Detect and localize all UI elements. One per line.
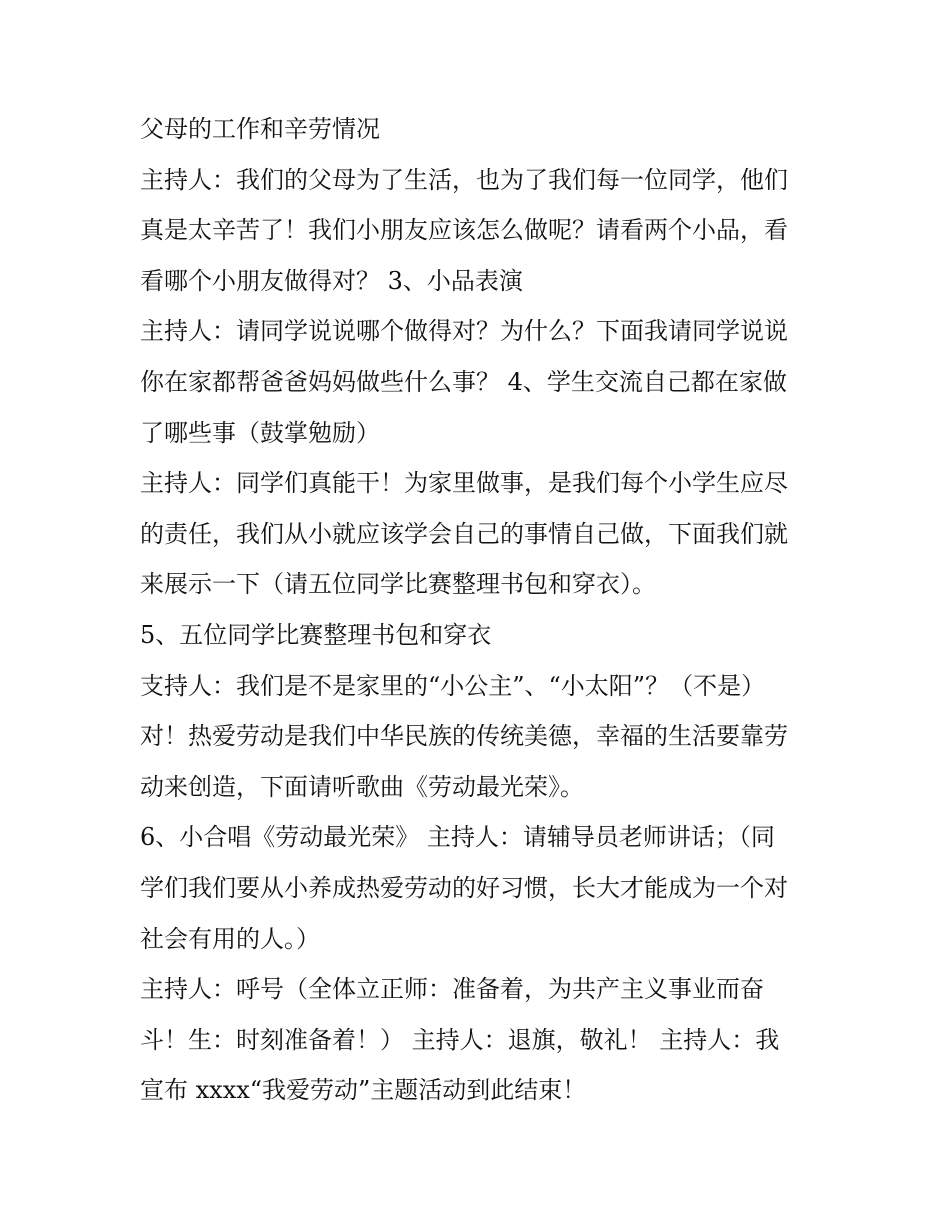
text-line: 学们我们要从小养成热爱劳动的好习惯，长大才能成为一个对 — [140, 873, 788, 902]
text-line: 宣布 xxxx“我爱劳动”主题活动到此结束！ — [140, 1076, 587, 1105]
text-line: 父母的工作和辛劳情况 — [140, 115, 380, 143]
text-line: 主持人：我们的父母为了生活，也为了我们每一位同学，他们 — [140, 165, 788, 194]
text-line: 斗！生：时刻准备着！） 主持人：退旗，敬礼！ 主持人：我 — [140, 1025, 780, 1054]
text-line: 主持人：请同学说说哪个做得对？为什么？下面我请同学说说 — [140, 317, 788, 346]
text-line: 看哪个小朋友做得对？ 3、小品表演 — [140, 266, 523, 295]
text-line: 了哪些事（鼓掌勉励） — [140, 418, 380, 447]
text-line: 6、小合唱《劳动最光荣》 主持人：请辅导员老师讲话；（同 — [140, 823, 775, 852]
text-line: 对！热爱劳动是我们中华民族的传统美德，幸福的生活要靠劳 — [140, 722, 788, 751]
text-line: 的责任，我们从小就应该学会自己的事情自己做，下面我们就 — [140, 519, 788, 548]
text-line: 来展示一下（请五位同学比赛整理书包和穿衣）。 — [140, 570, 656, 599]
text-line: 主持人：呼号（全体立正师：准备着，为共产主义事业而奋 — [140, 975, 764, 1004]
text-line: 社会有用的人。） — [140, 924, 320, 953]
text-line: 你在家都帮爸爸妈妈做些什么事？ 4、学生交流自己都在家做 — [140, 367, 787, 396]
text-line: 真是太辛苦了！我们小朋友应该怎么做呢？请看两个小品，看 — [140, 216, 788, 245]
text-line: 5、五位同学比赛整理书包和穿衣 — [140, 620, 492, 649]
document-body — [140, 104, 820, 1116]
text-line: 支持人：我们是不是家里的“小公主”、“小太阳”？（不是） — [140, 671, 766, 700]
text-line: 动来创造，下面请听歌曲《劳动最光荣》。 — [140, 772, 584, 801]
text-line: 主持人：同学们真能干！为家里做事，是我们每个小学生应尽 — [140, 469, 788, 498]
